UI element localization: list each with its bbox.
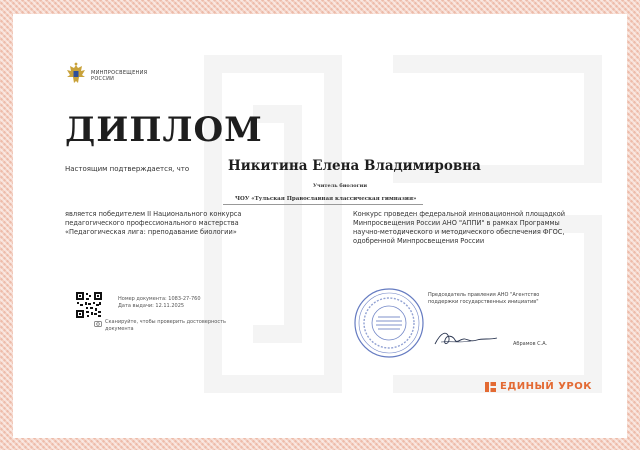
diploma-title: ДИПЛОМ xyxy=(65,110,263,150)
brand-logo-icon xyxy=(485,382,496,392)
diploma-sheet xyxy=(13,14,627,438)
ministry-logo-text xyxy=(91,70,147,82)
body-text-right: Конкурс проведен федеральной инновационной площадкой Минпросвещения России АНО "АППИ" в рамках Программы научно-методического и методического обеспечения ФГОС, одобренной Минпросвещения России xyxy=(353,210,566,245)
school-underline xyxy=(223,204,423,205)
association-text: Председатель правления АНО "Агентство поддержки государственных инициатив" xyxy=(428,292,540,305)
recipient-role: Учитель биологии xyxy=(313,183,368,189)
document-date: Дата выдачи: 12.11.2025 xyxy=(118,303,185,309)
signature-icon xyxy=(431,328,511,350)
confirm-text: Настоящим подтверждается, что xyxy=(65,165,190,173)
ministry-line-2: РОССИИ xyxy=(91,76,115,82)
verification-text: Сканируйте, чтобы проверить достоверность документа xyxy=(105,319,226,332)
document-info xyxy=(118,296,201,310)
brand-logo[interactable] xyxy=(485,381,592,392)
ministry-line-1: МИНПРОСВЕЩЕНИЯ xyxy=(91,70,148,76)
signer-name: Абрамов С.А. xyxy=(513,341,548,347)
school-name: ЧОУ «Тульская Православная классическая гимназия» xyxy=(235,196,417,202)
document-number: Номер документа: 1083-27-760 xyxy=(118,296,201,302)
recipient-name: Никитина Елена Владимировна xyxy=(228,158,481,174)
brand-name: ЕДИНЫЙ УРОК xyxy=(500,381,592,392)
qr-code-icon[interactable] xyxy=(76,292,102,318)
camera-icon xyxy=(94,320,102,327)
body-text-left: является победителем II Национального конкурса педагогического профессионального мастерства «Педагогическая лига: преподавание биологии» xyxy=(65,210,242,236)
double-eagle-emblem-icon xyxy=(65,62,87,86)
official-stamp-icon xyxy=(353,287,425,359)
